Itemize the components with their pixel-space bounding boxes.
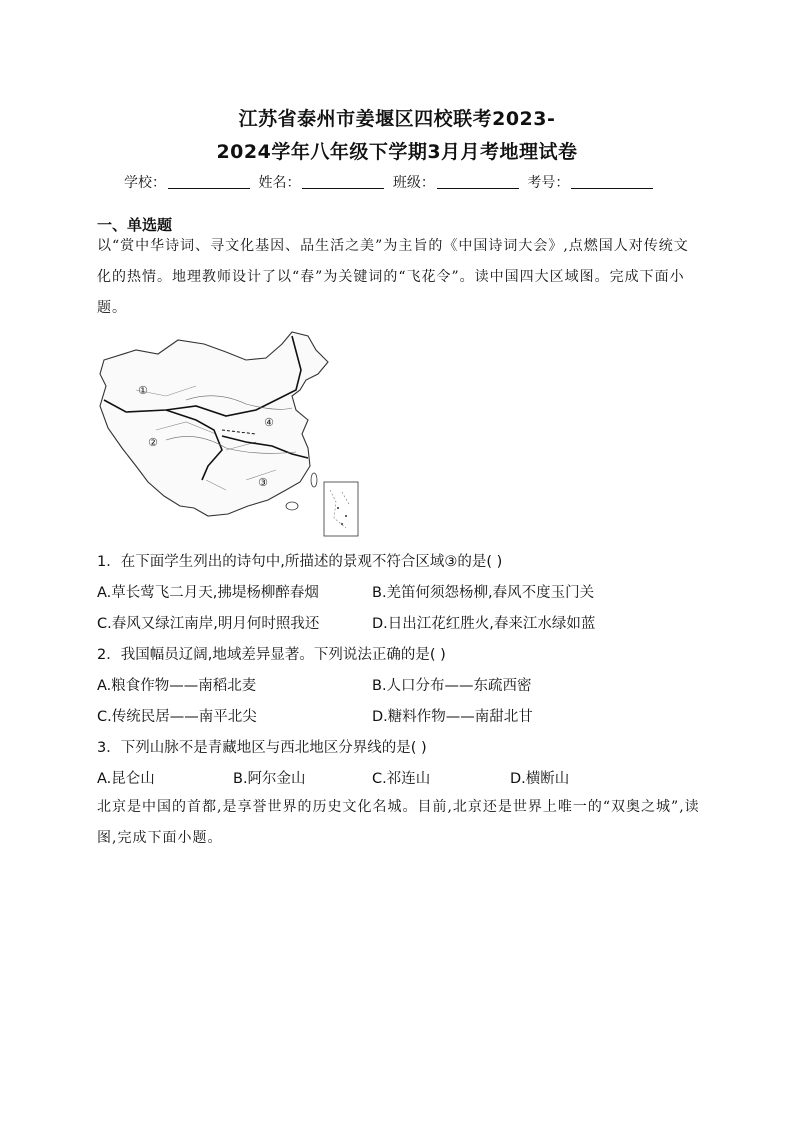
china-regions-map: [96, 330, 364, 538]
exam-number-blank[interactable]: [571, 174, 653, 189]
passage-2: 北京是中国的首都,是享誉世界的历史文化名城。目前,北京还是世界上唯一的“双奥之城”,读图,完成下面小题。: [97, 799, 700, 846]
passage-1: 以“赏中华诗词、寻文化基因、品生活之美”为主旨的《中国诗词大会》,点燃国人对传统文化的热情。地理教师设计了以“春”为关键词的“飞花令”。读中国四大区域图。完成下面小题。: [97, 238, 689, 316]
section-title: 一、单选题: [97, 216, 173, 234]
question-3-stem: 3．下列山脉不是青藏地区与西北地区分界线的是( ): [97, 740, 427, 756]
school-label: 学校：: [124, 175, 166, 191]
q2-option-c[interactable]: C.传统民居——南平北尖: [97, 709, 257, 725]
q2-option-a[interactable]: A.粮食作物——南稻北麦: [97, 678, 257, 694]
taiwan-island: [311, 473, 317, 487]
q2-option-d[interactable]: D.糖料作物——南甜北甘: [372, 709, 533, 725]
q3-option-d[interactable]: D.横断山: [510, 771, 570, 787]
class-label: 班级：: [392, 175, 435, 191]
q3-option-a[interactable]: A.昆仑山: [97, 771, 155, 787]
q1-option-d[interactable]: D.日出江花红胜火,春来江水绿如蓝: [372, 616, 596, 632]
name-blank[interactable]: [302, 174, 384, 189]
exam-number-label: 考号：: [527, 175, 570, 191]
region-label-3: ③: [258, 476, 268, 489]
region-label-4: ④: [264, 416, 274, 429]
q1-option-c[interactable]: C.春风又绿江南岸,明月何时照我还: [97, 616, 320, 632]
china-map-figure: [96, 330, 364, 538]
hainan-island: [286, 502, 298, 510]
school-blank[interactable]: [168, 174, 250, 189]
q3-option-b[interactable]: B.阿尔金山: [233, 771, 306, 787]
question-1-stem: 1．在下面学生列出的诗句中,所描述的景观不符合区域③的是( ): [97, 554, 503, 570]
exam-title-line1: 江苏省泰州市姜堰区四校联考2023-: [238, 108, 556, 130]
south-china-sea-inset: [324, 482, 358, 536]
student-info-line: [124, 172, 657, 192]
name-label: 姓名：: [258, 175, 301, 191]
q1-option-a[interactable]: A.草长莺飞二月天,拂堤杨柳醉春烟: [97, 585, 319, 601]
q1-option-b[interactable]: B.羌笛何须怨杨柳,春风不度玉门关: [372, 585, 595, 601]
q2-option-b[interactable]: B.人口分布——东疏西密: [372, 678, 532, 694]
question-2-stem: 2．我国幅员辽阔,地域差异显著。下列说法正确的是( ): [97, 647, 446, 663]
region-label-1: ①: [138, 384, 148, 397]
china-outline: [100, 332, 328, 516]
class-blank[interactable]: [437, 174, 519, 189]
q3-option-c[interactable]: C.祁连山: [372, 771, 431, 787]
exam-title-line2: 2024学年八年级下学期3月月考地理试卷: [216, 141, 578, 163]
region-label-2: ②: [148, 436, 158, 449]
